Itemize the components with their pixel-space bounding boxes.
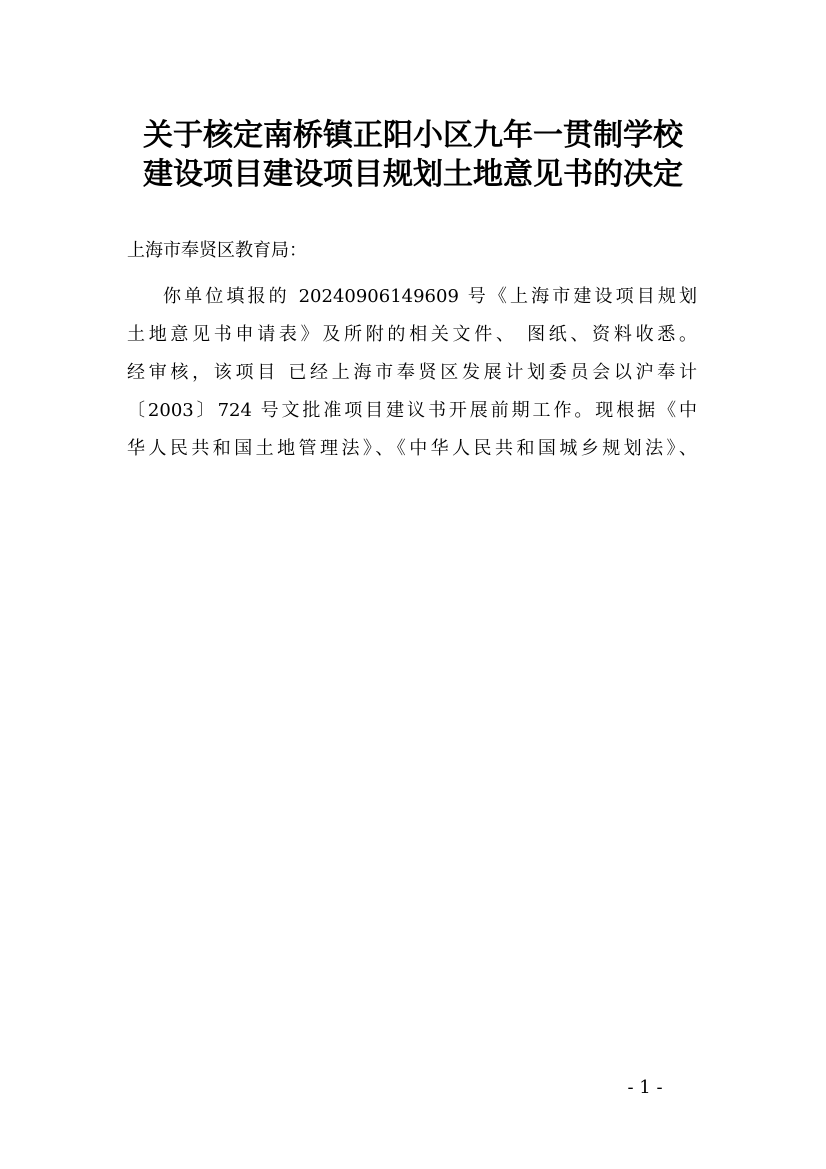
- paragraph-line: 土地意见书申请表》及所附的相关文件、 图纸、资料收悉。: [127, 324, 697, 345]
- document-title-line-1: 关于核定南桥镇正阳小区九年一贯制学校: [143, 118, 683, 153]
- document-title-line-2: 建设项目建设项目规划土地意见书的决定: [143, 157, 683, 192]
- paragraph-line: 经审核，该项目 已经上海市奉贤区发展计划委员会以沪奉计: [127, 362, 697, 383]
- paragraph-line: 华人民共和国土地管理法》、《中华人民共和国城乡规划法》、: [127, 438, 697, 459]
- page-number: - 1 -: [627, 1077, 663, 1098]
- addressee: 上海市奉贤区教育局：: [127, 240, 307, 261]
- paragraph-line: 〔2003〕724 号文批准项目建议书开展前期工作。现根据《中: [127, 400, 697, 421]
- paragraph-line: 你单位填报的 20240906149609 号《上海市建设项目规划: [163, 286, 697, 307]
